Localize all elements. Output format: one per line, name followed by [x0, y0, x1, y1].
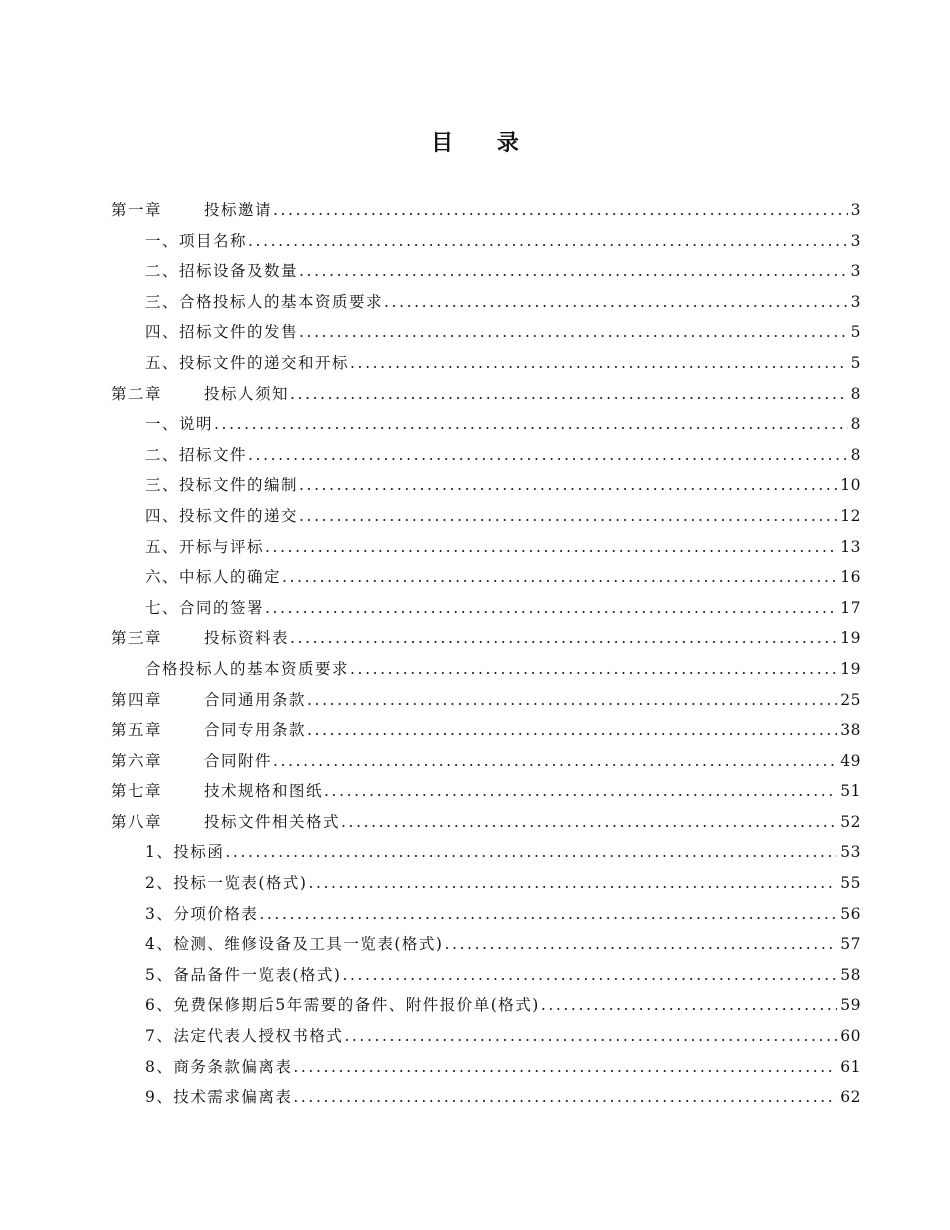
- toc-section-entry[interactable]: [111, 290, 861, 321]
- toc-entry-text: 技术规格和图纸: [204, 782, 324, 801]
- toc-chapter-entry[interactable]: [111, 382, 861, 413]
- toc-entry-text: 2、投标一览表(格式): [145, 874, 308, 893]
- dot-leader: [290, 629, 837, 647]
- toc-page-number: 3: [850, 292, 861, 311]
- toc-page-number: 62: [840, 1088, 861, 1107]
- toc-section-entry[interactable]: [111, 932, 861, 963]
- toc-page-number: 53: [840, 843, 861, 862]
- toc-page-number: 49: [840, 751, 861, 770]
- toc-entry-text: 三、投标文件的编制: [145, 476, 299, 495]
- dot-leader: [214, 415, 848, 433]
- toc-section-entry[interactable]: [111, 871, 861, 902]
- toc-section-entry[interactable]: [111, 963, 861, 994]
- toc-page-number: 10: [840, 476, 861, 495]
- toc-entry-text: 一、说明: [145, 415, 214, 434]
- toc-entry-text: 投标资料表: [204, 629, 290, 648]
- dot-leader: [299, 262, 848, 280]
- toc-section-entry[interactable]: [111, 1085, 861, 1116]
- toc-chapter-entry[interactable]: [111, 626, 861, 657]
- toc-page-number: 13: [840, 537, 861, 556]
- toc-page-number: 3: [850, 231, 861, 250]
- toc-page-number: 5: [850, 323, 861, 342]
- toc-section-entry[interactable]: [111, 840, 861, 871]
- toc-entry-text: 六、中标人的确定: [145, 568, 282, 587]
- toc-page-number: 17: [840, 598, 861, 617]
- toc-section-entry[interactable]: [111, 259, 861, 290]
- toc-page-number: 57: [840, 935, 861, 954]
- dot-leader: [307, 691, 837, 709]
- toc-page-number: 8: [850, 415, 861, 434]
- dot-leader: [350, 660, 837, 678]
- toc-chapter-number: 第八章: [111, 812, 163, 831]
- toc-chapter-number: 第五章: [111, 721, 163, 740]
- toc-section-entry[interactable]: [111, 1024, 861, 1055]
- dot-leader: [259, 905, 837, 923]
- dot-leader: [341, 813, 837, 831]
- toc-entry-text: 合同通用条款: [204, 690, 307, 709]
- toc-chapter-entry[interactable]: [111, 688, 861, 719]
- toc-entry-text: 合同附件: [204, 751, 273, 770]
- toc-section-entry[interactable]: [111, 657, 861, 688]
- toc-section-entry[interactable]: [111, 596, 861, 627]
- table-of-contents: [111, 198, 861, 1116]
- toc-page-number: 60: [840, 1027, 861, 1046]
- toc-entry-text: 9、技术需求偏离表: [145, 1088, 293, 1107]
- dot-leader: [282, 568, 837, 586]
- toc-section-entry[interactable]: [111, 565, 861, 596]
- toc-entry-text: 3、分项价格表: [145, 904, 259, 923]
- dot-leader: [307, 721, 837, 739]
- page-title: 目 录: [431, 130, 537, 156]
- toc-page-number: 59: [840, 996, 861, 1015]
- toc-chapter-number: 第二章: [111, 384, 163, 403]
- dot-leader: [342, 966, 837, 984]
- toc-section-entry[interactable]: [111, 443, 861, 474]
- toc-page-number: 3: [850, 262, 861, 281]
- toc-section-entry[interactable]: [111, 351, 861, 382]
- toc-entry-text: 合格投标人的基本资质要求: [145, 659, 350, 678]
- toc-chapter-number: 第三章: [111, 629, 163, 648]
- dot-leader: [299, 476, 837, 494]
- toc-entry-text: 投标文件相关格式: [204, 812, 341, 831]
- toc-entry-text: 5、备品备件一览表(格式): [145, 965, 342, 984]
- toc-chapter-entry[interactable]: [111, 749, 861, 780]
- toc-page-number: 19: [840, 659, 861, 678]
- toc-entry-text: 三、合格投标人的基本资质要求: [145, 292, 384, 311]
- dot-leader: [444, 935, 837, 953]
- dot-leader: [273, 752, 837, 770]
- dot-leader: [308, 874, 837, 892]
- toc-page-number: 3: [850, 201, 861, 219]
- dot-leader: [344, 1027, 837, 1045]
- dot-leader: [248, 232, 848, 250]
- toc-page-number: 51: [840, 782, 861, 801]
- toc-chapter-number: 第六章: [111, 751, 163, 770]
- toc-page-number: 8: [850, 445, 861, 464]
- toc-entry-text: 一、项目名称: [145, 231, 248, 250]
- toc-entry-text: 1、投标函: [145, 843, 225, 862]
- toc-section-entry[interactable]: [111, 473, 861, 504]
- toc-chapter-entry[interactable]: [111, 779, 861, 810]
- toc-entry-text: 五、开标与评标: [145, 537, 265, 556]
- toc-chapter-number: 第七章: [111, 782, 163, 801]
- dot-leader: [265, 599, 837, 617]
- toc-chapter-entry[interactable]: [111, 198, 861, 229]
- toc-entry-text: 6、免费保修期后5年需要的备件、附件报价单(格式): [145, 996, 540, 1015]
- toc-page-number: 8: [850, 384, 861, 403]
- toc-entry-text: 7、法定代表人授权书格式: [145, 1027, 344, 1046]
- toc-section-entry[interactable]: [111, 1055, 861, 1086]
- toc-entry-text: 四、招标文件的发售: [145, 323, 299, 342]
- toc-entry-text: 四、投标文件的递交: [145, 506, 299, 525]
- toc-page-number: 5: [850, 353, 861, 372]
- dot-leader: [541, 996, 837, 1014]
- toc-entry-text: 五、投标文件的递交和开标: [145, 353, 350, 372]
- toc-page-number: 19: [840, 629, 861, 648]
- toc-page-number: 12: [840, 506, 861, 525]
- toc-entry-text: 4、检测、维修设备及工具一览表(格式): [145, 935, 444, 954]
- dot-leader: [265, 538, 837, 556]
- toc-page-number: 56: [840, 904, 861, 923]
- toc-section-entry[interactable]: [111, 993, 861, 1024]
- toc-page-number: 38: [840, 721, 861, 740]
- toc-entry-text: 8、商务条款偏离表: [145, 1057, 293, 1076]
- toc-section-entry[interactable]: [111, 504, 861, 535]
- toc-page-number: 55: [840, 874, 861, 893]
- toc-entry-text: 投标人须知: [204, 384, 290, 403]
- toc-page-number: 52: [840, 812, 861, 831]
- toc-entry-text: 二、招标文件: [145, 445, 248, 464]
- toc-section-entry[interactable]: [111, 229, 861, 260]
- toc-chapter-entry[interactable]: [111, 718, 861, 749]
- dot-leader: [384, 293, 848, 311]
- toc-section-entry[interactable]: [111, 535, 861, 566]
- toc-page-number: 58: [840, 965, 861, 984]
- toc-page-number: 25: [840, 690, 861, 709]
- dot-leader: [225, 843, 837, 861]
- toc-chapter-number: 第四章: [111, 690, 163, 709]
- toc-entry-text: 投标邀请: [204, 201, 273, 219]
- dot-leader: [248, 446, 848, 464]
- dot-leader: [293, 1088, 837, 1106]
- toc-chapter-number: 第一章: [111, 201, 163, 219]
- dot-leader: [273, 201, 848, 219]
- toc-entry-text: 合同专用条款: [204, 721, 307, 740]
- toc-entry-text: 二、招标设备及数量: [145, 262, 299, 281]
- toc-section-entry[interactable]: [111, 320, 861, 351]
- toc-chapter-entry[interactable]: [111, 810, 861, 841]
- dot-leader: [350, 354, 848, 372]
- toc-entry-text: 七、合同的签署: [145, 598, 265, 617]
- toc-section-entry[interactable]: [111, 412, 861, 443]
- toc-page-number: 16: [840, 568, 861, 587]
- dot-leader: [299, 323, 848, 341]
- toc-section-entry[interactable]: [111, 902, 861, 933]
- dot-leader: [299, 507, 837, 525]
- dot-leader: [324, 782, 837, 800]
- toc-page-number: 61: [840, 1057, 861, 1076]
- dot-leader: [290, 385, 848, 403]
- dot-leader: [293, 1058, 837, 1076]
